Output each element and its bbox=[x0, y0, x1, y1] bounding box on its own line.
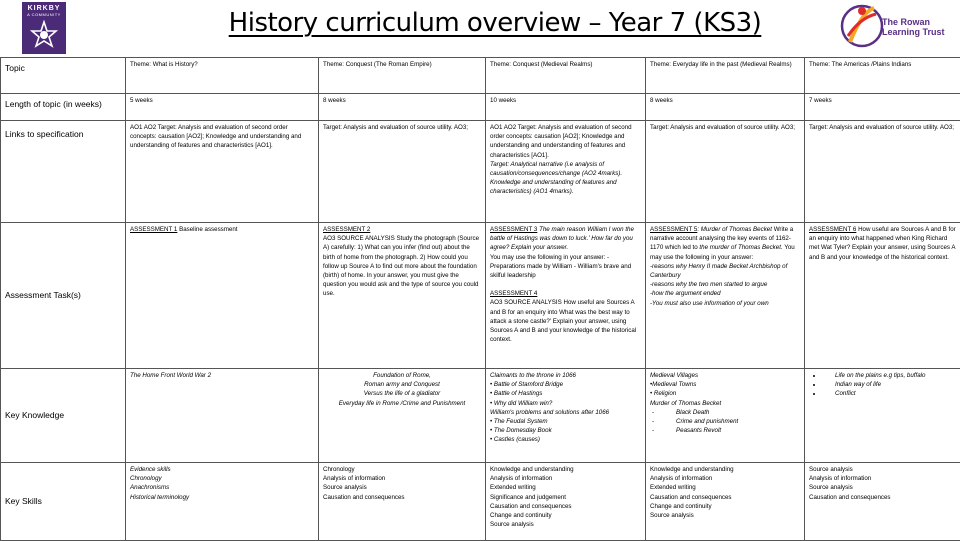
knowledge-item: Roman army and Conquest bbox=[323, 380, 481, 389]
topic-cell: Theme: Everyday life in the past (Medieval Realms) bbox=[646, 58, 805, 94]
knowledge-item: • The Feudal System bbox=[490, 417, 641, 426]
skills-cell bbox=[486, 463, 646, 541]
skill-item: Analysis of information bbox=[323, 474, 481, 483]
assessment-cell bbox=[486, 223, 646, 369]
page-title: History curriculum overview – Year 7 (KS3) bbox=[0, 8, 960, 38]
rowan-tree-icon bbox=[840, 2, 884, 54]
skill-item: Source analysis bbox=[650, 511, 800, 520]
row-skills bbox=[1, 463, 960, 541]
school-logo-text: KIRKBY bbox=[22, 2, 66, 12]
topic-cell: Theme: What is History? bbox=[126, 58, 319, 94]
assessment-cell bbox=[126, 223, 319, 369]
skill-item: Causation and consequences bbox=[323, 493, 481, 502]
skill-item: Chronology bbox=[323, 465, 481, 474]
knowledge-item: • Indian way of life bbox=[823, 380, 956, 389]
trust-logo bbox=[838, 2, 960, 56]
assessment-text: You may use the following in your answer: - Preparations made by William - William's brave and skilful leadership bbox=[490, 253, 641, 281]
skill-item: Historical terminology bbox=[130, 493, 314, 502]
skills-cell bbox=[126, 463, 319, 541]
knowledge-cell bbox=[486, 369, 646, 463]
skill-item: Extended writing bbox=[650, 483, 800, 492]
assessment-heading: ASSESSMENT 1 bbox=[130, 226, 177, 233]
spec-cell: Target: Analysis and evaluation of source utility. AO3; bbox=[319, 121, 486, 223]
row-label-assessment: Assessment Task(s) bbox=[1, 223, 126, 369]
skills-cell bbox=[646, 463, 805, 541]
spec-cell: Target: Analysis and evaluation of source utility. AO3; bbox=[646, 121, 805, 223]
knowledge-cell: The Home Front World War 2 bbox=[126, 369, 319, 463]
knowledge-item: - Peasants Revolt bbox=[652, 426, 800, 435]
assessment-heading: ASSESSMENT 2 bbox=[323, 225, 481, 234]
spec-cell: Target: Analysis and evaluation of source utility. AO3; bbox=[805, 121, 960, 223]
school-logo-subtext: A COMMUNITY bbox=[22, 12, 66, 17]
length-cell: 7 weeks bbox=[805, 94, 960, 121]
knowledge-item: • Battle of Hastings bbox=[490, 389, 641, 398]
length-cell: 5 weeks bbox=[126, 94, 319, 121]
skill-item: Change and continuity bbox=[490, 511, 641, 520]
assessment-text: AO3 SOURCE ANALYSIS Study the photograph (Source A) carefully: 1) What can you infer (find out) about the birth of home from the photograph. 2) How could you follow up Source A to find out more about the foundation (birth) of home. In your answer, you must give the question you would ask and the type of source you could use. bbox=[323, 235, 479, 297]
spec-cell: AO1 AO2 Target: Analysis and evaluation of second order concepts: causation [AO2]; Knowledge and understanding and understanding of features and characteristics [AO1]. bbox=[126, 121, 319, 223]
assessment-italic: the murder of Thomas Becket. bbox=[699, 244, 782, 251]
knowledge-item: Everyday life in Rome /Crime and Punishment bbox=[323, 399, 481, 408]
skill-item: Change and continuity bbox=[650, 502, 800, 511]
skill-item: Significance and judgement bbox=[490, 493, 641, 502]
knowledge-item: • Religion bbox=[650, 389, 800, 398]
skill-item: Analysis of information bbox=[650, 474, 800, 483]
skills-cell bbox=[805, 463, 960, 541]
skill-item: Evidence skills bbox=[130, 465, 314, 474]
assessment-prompt: -You must also use information of your own bbox=[650, 299, 800, 308]
skill-item: Source analysis bbox=[809, 465, 956, 474]
assessment-text: How useful are Sources A and B for an enquiry into what happened when King Richard met Wat Tyler? Explain your answer, using Sources A and B and your knowledge of the historical context. bbox=[809, 226, 956, 261]
knowledge-item: • The Domesday Book bbox=[490, 426, 641, 435]
knowledge-item: Claimants to the throne in 1066 bbox=[490, 371, 641, 380]
skill-item: Knowledge and understanding bbox=[490, 465, 641, 474]
length-cell: 10 weeks bbox=[486, 94, 646, 121]
skill-item: Source analysis bbox=[323, 483, 481, 492]
skill-item: Knowledge and understanding bbox=[650, 465, 800, 474]
knowledge-item: • Castles (causes) bbox=[490, 435, 641, 444]
assessment-heading: ASSESSMENT 5 bbox=[650, 226, 697, 233]
assessment-title: : Murder of Thomas Becket bbox=[697, 226, 772, 233]
knowledge-cell bbox=[319, 369, 486, 463]
row-label-knowledge: Key Knowledge bbox=[1, 369, 126, 463]
skill-item: Source analysis bbox=[490, 520, 641, 529]
knowledge-item: Versus the life of a gladiator bbox=[323, 389, 481, 398]
skill-item: Chronology bbox=[130, 474, 314, 483]
length-cell: 8 weeks bbox=[319, 94, 486, 121]
skill-item: Anachronisms bbox=[130, 483, 314, 492]
skill-item: Extended writing bbox=[490, 483, 641, 492]
knowledge-item: - Black Death bbox=[652, 408, 800, 417]
skill-item: Analysis of information bbox=[490, 474, 641, 483]
assessment-text: Write a narrative account analysing the key events of 1162-1170 which led to bbox=[650, 226, 793, 251]
assessment-prompt: -how the argument ended bbox=[650, 289, 800, 298]
assessment-cell bbox=[319, 223, 486, 369]
trust-logo-text: The Rowan Learning Trust bbox=[882, 17, 945, 37]
assessment-heading: ASSESSMENT 3 bbox=[490, 226, 537, 233]
knowledge-item: • Life on the plains e.g tips, buffalo bbox=[823, 371, 956, 380]
assessment-text: You may use the following in your answer: bbox=[650, 244, 795, 260]
row-knowledge bbox=[1, 369, 960, 463]
row-label-specification: Links to specification bbox=[1, 121, 126, 223]
spec-cell bbox=[486, 121, 646, 223]
length-cell: 8 weeks bbox=[646, 94, 805, 121]
skills-cell bbox=[319, 463, 486, 541]
assessment-cell bbox=[646, 223, 805, 369]
skill-item: Analysis of information bbox=[809, 474, 956, 483]
skill-item: Causation and consequences bbox=[650, 493, 800, 502]
row-length bbox=[1, 94, 960, 121]
knowledge-item: Foundation of Rome, bbox=[323, 371, 481, 380]
skill-item: Source analysis bbox=[809, 483, 956, 492]
knowledge-item: • Battle of Stamford Bridge bbox=[490, 380, 641, 389]
knowledge-item: •Medieval Towns bbox=[650, 380, 800, 389]
topic-cell: Theme: Conquest (Medieval Realms) bbox=[486, 58, 646, 94]
row-label-skills: Key Skills bbox=[1, 463, 126, 541]
spec-text: AO1 AO2 Target: Analysis and evaluation of second order concepts: causation [AO2]; Knowledge and understanding and understanding of features and characteristics [AO1]. bbox=[490, 124, 632, 159]
skill-item: Causation and consequences bbox=[490, 502, 641, 511]
assessment-text: AO3 SOURCE ANALYSIS How useful are Sources A and B for an enquiry into What was the best way to attack a stone castle?' Explain your answer, using Sources A and B and your knowledge of the historical context. bbox=[490, 299, 636, 343]
assessment-text: Baseline assessment bbox=[177, 226, 237, 233]
curriculum-table bbox=[0, 57, 960, 541]
knowledge-bullet-list bbox=[809, 371, 956, 399]
spec-italic-text: Target: Analytical narrative (i.e analysis of causation/consequences/change (AO2 4marks). Knowledge and understanding of features and characteristics) (AO1 4marks). bbox=[490, 160, 641, 197]
assessment-prompt: -reasons why Henry II made Becket Archbishop of Canterbury bbox=[650, 262, 800, 280]
knowledge-cell bbox=[805, 369, 960, 463]
assessment-heading: ASSESSMENT 4 bbox=[490, 289, 641, 298]
knowledge-item: • Conflict bbox=[823, 389, 956, 398]
row-assessment bbox=[1, 223, 960, 369]
knowledge-item: • Why did William win? bbox=[490, 399, 641, 408]
row-topic bbox=[1, 58, 960, 94]
assessment-heading: ASSESSMENT 6 bbox=[809, 226, 856, 233]
skill-item: Causation and consequences bbox=[809, 493, 956, 502]
row-specification bbox=[1, 121, 960, 223]
knowledge-item: Murder of Thomas Becket bbox=[650, 399, 800, 408]
topic-cell: Theme: Conquest (The Roman Empire) bbox=[319, 58, 486, 94]
assessment-cell bbox=[805, 223, 960, 369]
topic-cell: Theme: The Americas /Plains Indians bbox=[805, 58, 960, 94]
row-label-length: Length of topic (in weeks) bbox=[1, 94, 126, 121]
knowledge-dash-list bbox=[650, 408, 800, 436]
assessment-prompt: -reasons why the two men started to argue bbox=[650, 280, 800, 289]
knowledge-item: - Crime and punishment bbox=[652, 417, 800, 426]
knowledge-cell bbox=[646, 369, 805, 463]
knowledge-item: Medieval Villages bbox=[650, 371, 800, 380]
knowledge-item: William's problems and solutions after 1066 bbox=[490, 408, 641, 417]
row-label-topic: Topic bbox=[1, 58, 126, 94]
assessment-question: The main reason William I won the battle of Hastings was down to luck.' How far do you agree? Explain your answer. bbox=[490, 226, 634, 251]
